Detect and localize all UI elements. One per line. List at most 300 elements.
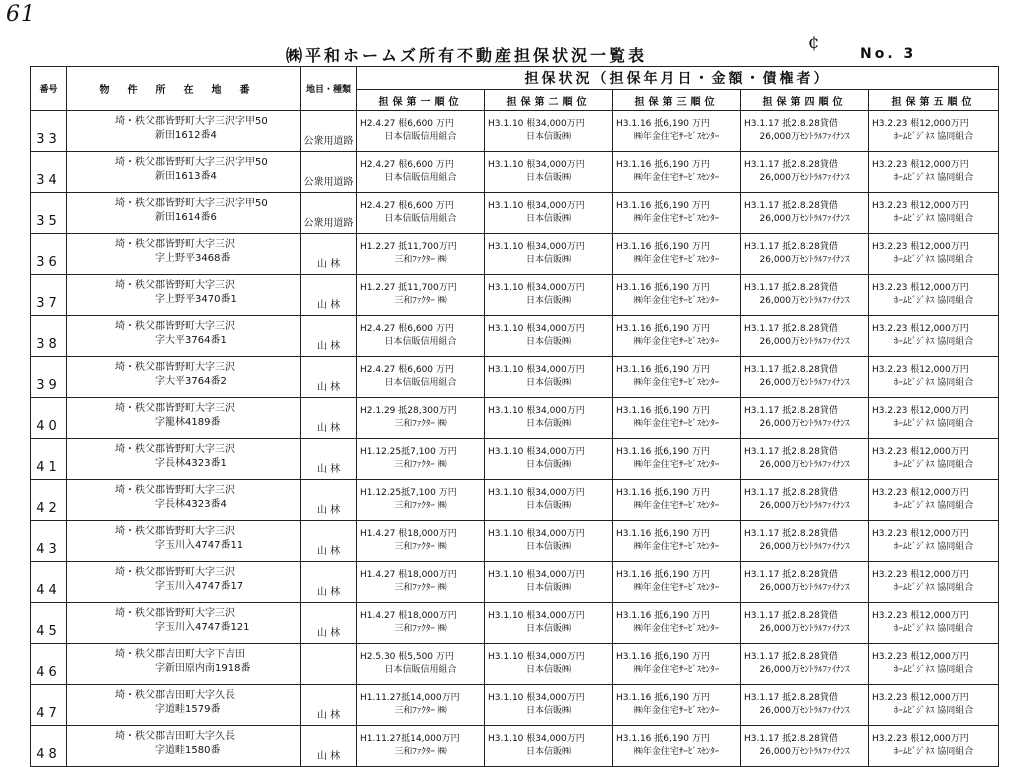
lien-terms: H3.2.23 根12,000万円 (872, 488, 969, 498)
land-use: 山 林 (301, 398, 357, 439)
lien-terms: H3.1.16 抵6,190 万円 (616, 529, 710, 539)
land-use (301, 644, 357, 685)
lien-creditor: ﾎｰﾑﾋﾞｼﾞﾈｽ 協同組合 (893, 378, 974, 388)
address-line-1: 埼・秩父郡皆野町大字三沢 (115, 239, 235, 250)
lien-creditor: ﾎｰﾑﾋﾞｼﾞﾈｽ 協同組合 (893, 132, 974, 142)
lien-creditor: 26,000万ｾﾝﾄﾗﾙﾌｧｲﾅﾝｽ (759, 665, 850, 675)
address-line-2: 字道畦1580番 (155, 745, 221, 756)
address-line-1: 埼・秩父郡皆野町大字三沢 (115, 403, 235, 414)
lien-terms: H3.1.10 根34,000万円 (488, 488, 585, 498)
lien-creditor: ㈱年金住宅ｻｰﾋﾞｽｾﾝﾀｰ (633, 706, 720, 716)
land-use: 公衆用道路 (301, 193, 357, 234)
lien-terms: H3.2.23 根12,000万円 (872, 242, 969, 252)
lien-rank-3 (613, 152, 741, 193)
lien-rank-5 (869, 111, 999, 152)
lien-creditor: 日本信販㈱ (525, 173, 571, 183)
lien-rank-1 (357, 644, 485, 685)
lien-creditor: 日本信販㈱ (525, 624, 571, 634)
lien-creditor: 三和ﾌｧｸﾀｰ ㈱ (394, 296, 447, 306)
table-body (31, 111, 999, 767)
lien-rank-5 (869, 685, 999, 726)
lien-rank-2 (485, 685, 613, 726)
lien-terms: H1.4.27 根18,000万円 (360, 570, 457, 580)
lien-terms: H3.1.17 抵2.8.28貸借 (744, 406, 838, 416)
header-rank-5: 担保第五順位 (869, 90, 999, 111)
address-line-1: 埼・秩父郡皆野町大字三沢字甲50 (115, 157, 268, 168)
address-line-1: 埼・秩父郡吉田町大字久長 (115, 731, 235, 742)
lien-rank-3 (613, 275, 741, 316)
sheet-number: No. 3 (860, 46, 917, 62)
lien-terms: H3.1.16 抵6,190 万円 (616, 242, 710, 252)
lien-rank-2 (485, 439, 613, 480)
lien-creditor: ㈱年金住宅ｻｰﾋﾞｽｾﾝﾀｰ (633, 378, 720, 388)
lien-terms: H3.1.10 根34,000万円 (488, 283, 585, 293)
lien-creditor: 三和ﾌｧｸﾀｰ ㈱ (394, 624, 447, 634)
lien-rank-1 (357, 316, 485, 357)
lien-terms: H3.2.23 根12,000万円 (872, 365, 969, 375)
lien-rank-4 (741, 521, 869, 562)
lien-creditor: ﾎｰﾑﾋﾞｼﾞﾈｽ 協同組合 (893, 706, 974, 716)
lien-terms: H3.1.17 抵2.8.28貸借 (744, 570, 838, 580)
address-line-1: 埼・秩父郡皆野町大字三沢 (115, 444, 235, 455)
property-address (67, 234, 301, 275)
lien-creditor: ㈱年金住宅ｻｰﾋﾞｽｾﾝﾀｰ (633, 501, 720, 511)
lien-rank-1 (357, 357, 485, 398)
lien-terms: H3.1.16 抵6,190 万円 (616, 160, 710, 170)
lien-creditor: ﾎｰﾑﾋﾞｼﾞﾈｽ 協同組合 (893, 624, 974, 634)
lien-rank-5 (869, 152, 999, 193)
row-number: 43 (31, 521, 67, 562)
lien-creditor: ㈱年金住宅ｻｰﾋﾞｽｾﾝﾀｰ (633, 747, 720, 757)
lien-creditor: 日本信販信用組合 (384, 337, 457, 347)
lien-terms: H1.2.27 抵11,700万円 (360, 283, 457, 293)
lien-rank-5 (869, 480, 999, 521)
header-rank-1: 担保第一順位 (357, 90, 485, 111)
address-line-2: 字玉川入4747番11 (155, 540, 244, 551)
lien-rank-2 (485, 562, 613, 603)
land-use: 山 林 (301, 316, 357, 357)
address-line-1: 埼・秩父郡皆野町大字三沢字甲50 (115, 198, 268, 209)
lien-terms: H3.1.17 抵2.8.28貸借 (744, 201, 838, 211)
lien-terms: H3.1.16 抵6,190 万円 (616, 201, 710, 211)
lien-rank-2 (485, 644, 613, 685)
lien-creditor: ㈱年金住宅ｻｰﾋﾞｽｾﾝﾀｰ (633, 132, 720, 142)
lien-rank-4 (741, 644, 869, 685)
lien-creditor: ㈱年金住宅ｻｰﾋﾞｽｾﾝﾀｰ (633, 583, 720, 593)
address-line-1: 埼・秩父郡吉田町大字久長 (115, 690, 235, 701)
lien-creditor: 日本信販㈱ (525, 747, 571, 757)
lien-terms: H3.1.17 抵2.8.28貸借 (744, 652, 838, 662)
header-use: 地目・種類 (301, 67, 357, 111)
lien-terms: H3.2.23 根12,000万円 (872, 734, 969, 744)
lien-rank-5 (869, 603, 999, 644)
row-number: 33 (31, 111, 67, 152)
lien-creditor: ㈱年金住宅ｻｰﾋﾞｽｾﾝﾀｰ (633, 255, 720, 265)
property-address (67, 439, 301, 480)
lien-rank-2 (485, 234, 613, 275)
lien-terms: H3.1.10 根34,000万円 (488, 242, 585, 252)
lien-terms: H2.4.27 根6,600 万円 (360, 365, 454, 375)
lien-rank-4 (741, 726, 869, 767)
lien-creditor: 日本信販㈱ (525, 706, 571, 716)
lien-creditor: 26,000万ｾﾝﾄﾗﾙﾌｧｲﾅﾝｽ (759, 419, 850, 429)
lien-creditor: ﾎｰﾑﾋﾞｼﾞﾈｽ 協同組合 (893, 542, 974, 552)
table-row (31, 685, 999, 726)
lien-terms: H3.1.16 抵6,190 万円 (616, 570, 710, 580)
row-number: 38 (31, 316, 67, 357)
lien-rank-3 (613, 439, 741, 480)
lien-terms: H3.1.10 根34,000万円 (488, 324, 585, 334)
address-line-1: 埼・秩父郡皆野町大字三沢 (115, 526, 235, 537)
land-use: 山 林 (301, 521, 357, 562)
lien-terms: H3.1.17 抵2.8.28貸借 (744, 488, 838, 498)
address-line-2: 字道畦1579番 (155, 704, 221, 715)
lien-creditor: 日本信販㈱ (525, 665, 571, 675)
lien-creditor: ﾎｰﾑﾋﾞｼﾞﾈｽ 協同組合 (893, 337, 974, 347)
lien-terms: H3.1.10 根34,000万円 (488, 365, 585, 375)
table-row (31, 398, 999, 439)
table-row (31, 152, 999, 193)
header-status: 担保状況（担保年月日・金額・債権者） (357, 67, 999, 90)
lien-terms: H2.4.27 根6,600 万円 (360, 160, 454, 170)
property-address (67, 644, 301, 685)
lien-rank-5 (869, 357, 999, 398)
lien-creditor: 26,000万ｾﾝﾄﾗﾙﾌｧｲﾅﾝｽ (759, 501, 850, 511)
lien-rank-1 (357, 726, 485, 767)
lien-creditor: ﾎｰﾑﾋﾞｼﾞﾈｽ 協同組合 (893, 296, 974, 306)
header-rank-4: 担保第四順位 (741, 90, 869, 111)
lien-rank-1 (357, 562, 485, 603)
lien-rank-1 (357, 685, 485, 726)
lien-creditor: ㈱年金住宅ｻｰﾋﾞｽｾﾝﾀｰ (633, 337, 720, 347)
lien-rank-4 (741, 316, 869, 357)
lien-rank-5 (869, 726, 999, 767)
lien-creditor: 日本信販㈱ (525, 583, 571, 593)
address-line-1: 埼・秩父郡皆野町大字三沢 (115, 608, 235, 619)
lien-creditor: 三和ﾌｧｸﾀｰ ㈱ (394, 706, 447, 716)
lien-rank-1 (357, 521, 485, 562)
lien-terms: H3.1.10 根34,000万円 (488, 652, 585, 662)
lien-creditor: 26,000万ｾﾝﾄﾗﾙﾌｧｲﾅﾝｽ (759, 624, 850, 634)
lien-creditor: ﾎｰﾑﾋﾞｼﾞﾈｽ 協同組合 (893, 173, 974, 183)
lien-rank-3 (613, 562, 741, 603)
lien-creditor: 日本信販信用組合 (384, 214, 457, 224)
lien-creditor: ﾎｰﾑﾋﾞｼﾞﾈｽ 協同組合 (893, 665, 974, 675)
row-number: 35 (31, 193, 67, 234)
land-use: 公衆用道路 (301, 111, 357, 152)
address-line-2: 字新田原内南1918番 (155, 663, 251, 674)
lien-terms: H3.1.17 抵2.8.28貸借 (744, 447, 838, 457)
lien-terms: H2.4.27 根6,600 万円 (360, 119, 454, 129)
address-line-2: 字大平3764番1 (155, 335, 227, 346)
lien-terms: H3.1.17 抵2.8.28貸借 (744, 365, 838, 375)
lien-rank-1 (357, 193, 485, 234)
lien-terms: H3.1.17 抵2.8.28貸借 (744, 529, 838, 539)
lien-creditor: 日本信販㈱ (525, 296, 571, 306)
row-number: 41 (31, 439, 67, 480)
lien-terms: H3.2.23 根12,000万円 (872, 324, 969, 334)
lien-terms: H3.2.23 根12,000万円 (872, 201, 969, 211)
table-header (31, 67, 999, 111)
lien-rank-4 (741, 603, 869, 644)
lien-rank-3 (613, 603, 741, 644)
lien-rank-4 (741, 685, 869, 726)
lien-rank-1 (357, 152, 485, 193)
land-use: 山 林 (301, 562, 357, 603)
lien-creditor: 日本信販㈱ (525, 378, 571, 388)
lien-rank-5 (869, 193, 999, 234)
lien-terms: H3.1.16 抵6,190 万円 (616, 693, 710, 703)
lien-creditor: 三和ﾌｧｸﾀｰ ㈱ (394, 419, 447, 429)
lien-rank-4 (741, 357, 869, 398)
lien-terms: H3.1.10 根34,000万円 (488, 201, 585, 211)
lien-rank-3 (613, 193, 741, 234)
lien-rank-5 (869, 644, 999, 685)
lien-creditor: ﾎｰﾑﾋﾞｼﾞﾈｽ 協同組合 (893, 747, 974, 757)
lien-creditor: 日本信販信用組合 (384, 132, 457, 142)
lien-rank-4 (741, 111, 869, 152)
lien-creditor: 日本信販㈱ (525, 419, 571, 429)
lien-terms: H3.1.10 根34,000万円 (488, 160, 585, 170)
lien-rank-5 (869, 234, 999, 275)
address-line-2: 字上野平3468番 (155, 253, 231, 264)
lien-rank-4 (741, 234, 869, 275)
lien-creditor: ㈱年金住宅ｻｰﾋﾞｽｾﾝﾀｰ (633, 460, 720, 470)
lien-rank-3 (613, 644, 741, 685)
handwritten-mark: ¢ (808, 32, 820, 53)
table-row (31, 562, 999, 603)
lien-creditor: 26,000万ｾﾝﾄﾗﾙﾌｧｲﾅﾝｽ (759, 378, 850, 388)
property-address (67, 357, 301, 398)
lien-terms: H3.1.16 抵6,190 万円 (616, 283, 710, 293)
lien-terms: H3.1.16 抵6,190 万円 (616, 406, 710, 416)
lien-rank-4 (741, 439, 869, 480)
address-line-1: 埼・秩父郡皆野町大字三沢 (115, 567, 235, 578)
lien-rank-1 (357, 398, 485, 439)
lien-terms: H1.12.25抵7,100 万円 (360, 488, 457, 498)
lien-creditor: 日本信販信用組合 (384, 173, 457, 183)
lien-rank-5 (869, 398, 999, 439)
property-address (67, 152, 301, 193)
lien-terms: H3.1.10 根34,000万円 (488, 529, 585, 539)
row-number: 44 (31, 562, 67, 603)
lien-rank-4 (741, 152, 869, 193)
lien-creditor: 日本信販㈱ (525, 501, 571, 511)
lien-terms: H3.1.16 抵6,190 万円 (616, 324, 710, 334)
lien-rank-5 (869, 275, 999, 316)
lien-rank-2 (485, 726, 613, 767)
lien-creditor: 26,000万ｾﾝﾄﾗﾙﾌｧｲﾅﾝｽ (759, 583, 850, 593)
property-address (67, 480, 301, 521)
lien-terms: H3.2.23 根12,000万円 (872, 119, 969, 129)
lien-terms: H3.2.23 根12,000万円 (872, 447, 969, 457)
lien-terms: H3.1.10 根34,000万円 (488, 734, 585, 744)
table-row (31, 234, 999, 275)
lien-creditor: ﾎｰﾑﾋﾞｼﾞﾈｽ 協同組合 (893, 214, 974, 224)
lien-terms: H3.1.17 抵2.8.28貸借 (744, 693, 838, 703)
lien-creditor: 26,000万ｾﾝﾄﾗﾙﾌｧｲﾅﾝｽ (759, 747, 850, 757)
lien-rank-2 (485, 111, 613, 152)
land-use: 山 林 (301, 480, 357, 521)
lien-rank-5 (869, 316, 999, 357)
lien-rank-3 (613, 398, 741, 439)
lien-rank-1 (357, 275, 485, 316)
lien-terms: H3.1.17 抵2.8.28貸借 (744, 283, 838, 293)
address-line-1: 埼・秩父郡皆野町大字三沢 (115, 321, 235, 332)
header-address: 物件所在地番 (67, 67, 301, 111)
property-address (67, 726, 301, 767)
lien-rank-1 (357, 439, 485, 480)
lien-terms: H3.2.23 根12,000万円 (872, 529, 969, 539)
property-address (67, 316, 301, 357)
address-line-2: 新田1612番4 (155, 130, 217, 141)
lien-creditor: 26,000万ｾﾝﾄﾗﾙﾌｧｲﾅﾝｽ (759, 296, 850, 306)
lien-rank-5 (869, 521, 999, 562)
lien-creditor: 日本信販㈱ (525, 132, 571, 142)
row-number: 40 (31, 398, 67, 439)
lien-creditor: 26,000万ｾﾝﾄﾗﾙﾌｧｲﾅﾝｽ (759, 132, 850, 142)
row-number: 45 (31, 603, 67, 644)
property-address (67, 685, 301, 726)
lien-rank-5 (869, 439, 999, 480)
property-address (67, 193, 301, 234)
land-use: 公衆用道路 (301, 152, 357, 193)
lien-rank-3 (613, 357, 741, 398)
address-line-1: 埼・秩父郡皆野町大字三沢字甲50 (115, 116, 268, 127)
land-use: 山 林 (301, 726, 357, 767)
address-line-2: 字玉川入4747番17 (155, 581, 244, 592)
lien-terms: H3.1.10 根34,000万円 (488, 693, 585, 703)
land-use: 山 林 (301, 275, 357, 316)
header-number: 番号 (31, 67, 67, 111)
lien-creditor: ㈱年金住宅ｻｰﾋﾞｽｾﾝﾀｰ (633, 173, 720, 183)
collateral-table (30, 66, 999, 767)
row-number: 34 (31, 152, 67, 193)
table-row (31, 275, 999, 316)
table-row (31, 316, 999, 357)
lien-creditor: ㈱年金住宅ｻｰﾋﾞｽｾﾝﾀｰ (633, 419, 720, 429)
lien-rank-2 (485, 275, 613, 316)
lien-creditor: ㈱年金住宅ｻｰﾋﾞｽｾﾝﾀｰ (633, 665, 720, 675)
lien-terms: H1.2.27 抵11,700万円 (360, 242, 457, 252)
lien-rank-4 (741, 562, 869, 603)
land-use: 山 林 (301, 439, 357, 480)
property-address (67, 521, 301, 562)
lien-creditor: 日本信販㈱ (525, 255, 571, 265)
lien-rank-3 (613, 726, 741, 767)
lien-terms: H3.2.23 根12,000万円 (872, 283, 969, 293)
header-rank-2: 担保第二順位 (485, 90, 613, 111)
table-row (31, 644, 999, 685)
lien-rank-3 (613, 234, 741, 275)
land-use: 山 林 (301, 234, 357, 275)
row-number: 48 (31, 726, 67, 767)
lien-terms: H3.1.10 根34,000万円 (488, 119, 585, 129)
lien-rank-3 (613, 111, 741, 152)
lien-rank-2 (485, 316, 613, 357)
lien-creditor: 三和ﾌｧｸﾀｰ ㈱ (394, 460, 447, 470)
address-line-2: 字長林4323番1 (155, 458, 227, 469)
lien-creditor: ㈱年金住宅ｻｰﾋﾞｽｾﾝﾀｰ (633, 542, 720, 552)
address-line-2: 字玉川入4747番121 (155, 622, 250, 633)
lien-rank-1 (357, 111, 485, 152)
lien-creditor: 26,000万ｾﾝﾄﾗﾙﾌｧｲﾅﾝｽ (759, 214, 850, 224)
lien-creditor: ﾎｰﾑﾋﾞｼﾞﾈｽ 協同組合 (893, 255, 974, 265)
lien-rank-4 (741, 275, 869, 316)
lien-terms: H1.11.27抵14,000万円 (360, 693, 460, 703)
lien-rank-1 (357, 234, 485, 275)
lien-creditor: 26,000万ｾﾝﾄﾗﾙﾌｧｲﾅﾝｽ (759, 460, 850, 470)
land-use: 山 林 (301, 357, 357, 398)
property-address (67, 275, 301, 316)
lien-creditor: ﾎｰﾑﾋﾞｼﾞﾈｽ 協同組合 (893, 460, 974, 470)
row-number: 39 (31, 357, 67, 398)
table-row (31, 521, 999, 562)
lien-creditor: 26,000万ｾﾝﾄﾗﾙﾌｧｲﾅﾝｽ (759, 337, 850, 347)
lien-terms: H3.2.23 根12,000万円 (872, 406, 969, 416)
address-line-1: 埼・秩父郡皆野町大字三沢 (115, 280, 235, 291)
lien-rank-2 (485, 603, 613, 644)
lien-terms: H3.2.23 根12,000万円 (872, 652, 969, 662)
lien-creditor: 26,000万ｾﾝﾄﾗﾙﾌｧｲﾅﾝｽ (759, 542, 850, 552)
row-number: 47 (31, 685, 67, 726)
address-line-2: 新田1613番4 (155, 171, 217, 182)
address-line-2: 字上野平3470番1 (155, 294, 237, 305)
property-address (67, 111, 301, 152)
lien-terms: H3.2.23 根12,000万円 (872, 570, 969, 580)
lien-terms: H3.1.17 抵2.8.28貸借 (744, 324, 838, 334)
lien-rank-3 (613, 480, 741, 521)
lien-rank-2 (485, 521, 613, 562)
table-row (31, 603, 999, 644)
lien-creditor: 日本信販信用組合 (384, 665, 457, 675)
lien-terms: H2.4.27 根6,600 万円 (360, 201, 454, 211)
lien-terms: H2.5.30 根5,500 万円 (360, 652, 454, 662)
address-line-2: 字籠林4189番 (155, 417, 221, 428)
lien-terms: H1.11.27抵14,000万円 (360, 734, 460, 744)
lien-terms: H3.1.16 抵6,190 万円 (616, 365, 710, 375)
lien-creditor: 三和ﾌｧｸﾀｰ ㈱ (394, 501, 447, 511)
lien-creditor: 26,000万ｾﾝﾄﾗﾙﾌｧｲﾅﾝｽ (759, 255, 850, 265)
lien-terms: H2.1.29 抵28,300万円 (360, 406, 457, 416)
land-use: 山 林 (301, 603, 357, 644)
row-number: 37 (31, 275, 67, 316)
lien-creditor: 三和ﾌｧｸﾀｰ ㈱ (394, 255, 447, 265)
lien-terms: H3.1.10 根34,000万円 (488, 406, 585, 416)
lien-terms: H3.1.17 抵2.8.28貸借 (744, 242, 838, 252)
lien-creditor: 26,000万ｾﾝﾄﾗﾙﾌｧｲﾅﾝｽ (759, 173, 850, 183)
row-number: 36 (31, 234, 67, 275)
lien-creditor: ㈱年金住宅ｻｰﾋﾞｽｾﾝﾀｰ (633, 214, 720, 224)
address-line-1: 埼・秩父郡皆野町大字三沢 (115, 362, 235, 373)
lien-rank-3 (613, 521, 741, 562)
lien-terms: H3.1.17 抵2.8.28貸借 (744, 734, 838, 744)
address-line-1: 埼・秩父郡皆野町大字三沢 (115, 485, 235, 496)
lien-rank-2 (485, 480, 613, 521)
lien-terms: H1.12.25抵7,100 万円 (360, 447, 457, 457)
lien-terms: H3.1.10 根34,000万円 (488, 570, 585, 580)
lien-terms: H3.1.16 抵6,190 万円 (616, 447, 710, 457)
table-row (31, 193, 999, 234)
lien-terms: H3.1.17 抵2.8.28貸借 (744, 160, 838, 170)
lien-terms: H3.1.16 抵6,190 万円 (616, 734, 710, 744)
lien-terms: H3.1.10 根34,000万円 (488, 447, 585, 457)
lien-creditor: ㈱年金住宅ｻｰﾋﾞｽｾﾝﾀｰ (633, 296, 720, 306)
row-number: 46 (31, 644, 67, 685)
property-address (67, 562, 301, 603)
address-line-2: 字長林4323番4 (155, 499, 227, 510)
lien-creditor: ﾎｰﾑﾋﾞｼﾞﾈｽ 協同組合 (893, 501, 974, 511)
